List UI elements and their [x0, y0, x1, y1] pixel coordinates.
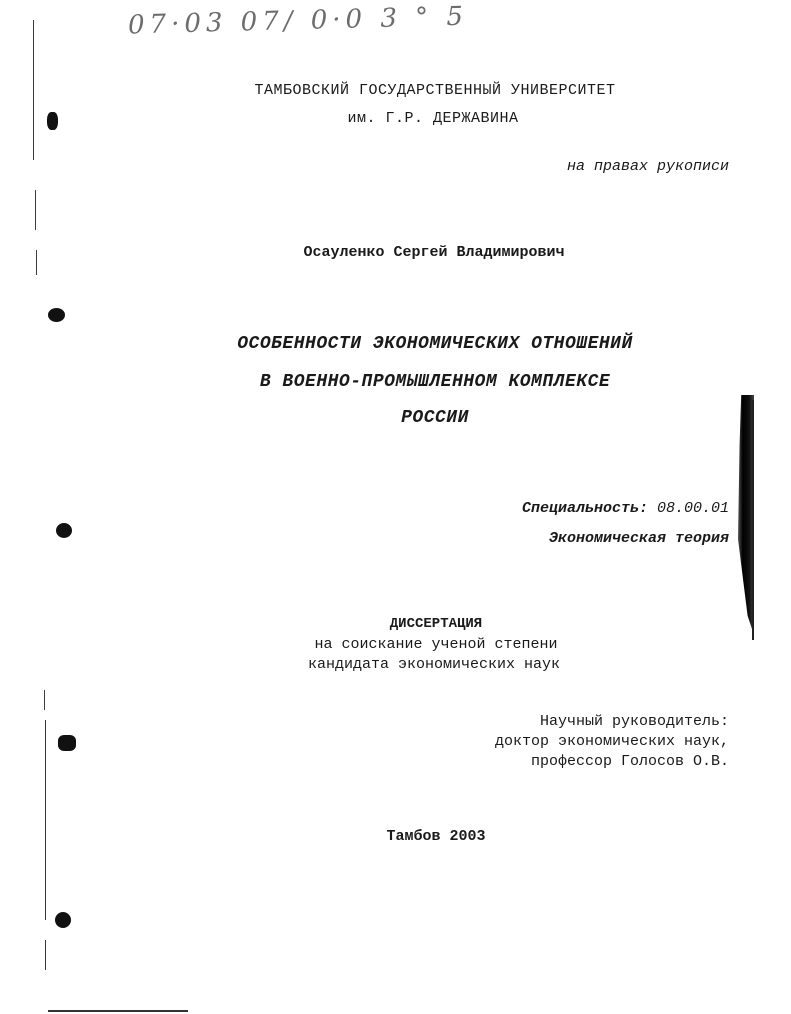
dissertation-heading: ДИССЕРТАЦИЯ [389, 616, 483, 632]
specialty-line [522, 500, 729, 517]
city-year: Тамбов 2003 [386, 828, 486, 845]
supervisor-degree: доктор экономических наук, [494, 733, 729, 750]
binding-hole-mark [48, 308, 65, 322]
handwritten-catalog-note: 07·03 07/ 0·0 3 ° 5 [127, 1, 469, 41]
university-name: ТАМБОВСКИЙ ГОСУДАРСТВЕННЫЙ УНИВЕРСИТЕТ [254, 82, 616, 99]
specialty-name: Экономическая теория [548, 530, 729, 547]
scan-margin-line [45, 720, 46, 920]
manuscript-rights-note: на правах рукописи [566, 158, 729, 175]
scan-margin-line [45, 940, 46, 970]
thesis-title-line-3: РОССИИ [401, 408, 469, 428]
specialty-code: 08.00.01 [656, 500, 729, 517]
university-subtitle: им. Г.Р. ДЕРЖАВИНА [347, 110, 519, 127]
scan-bottom-line [48, 1010, 188, 1012]
thesis-title-line-1: ОСОБЕННОСТИ ЭКОНОМИЧЕСКИХ ОТНОШЕНИЙ [237, 334, 633, 354]
supervisor-label: Научный руководитель: [539, 713, 729, 730]
author-name: Осауленко Сергей Владимирович [303, 244, 565, 261]
scan-margin-line [44, 690, 45, 710]
specialty-label: Специальность: [521, 500, 648, 517]
dissertation-purpose: на соискание ученой степени [314, 636, 558, 653]
thesis-title-line-2: В ВОЕННО-ПРОМЫШЛЕННОМ КОМПЛЕКСЕ [259, 372, 611, 392]
dissertation-degree: кандидата экономических наук [307, 656, 561, 673]
binding-hole-mark [58, 735, 76, 751]
scan-edge-line [752, 400, 754, 640]
binding-hole-mark [55, 912, 71, 928]
scan-margin-line [35, 190, 36, 230]
binding-hole-mark [56, 523, 72, 538]
supervisor-name: профессор Голосов О.В. [530, 753, 729, 770]
